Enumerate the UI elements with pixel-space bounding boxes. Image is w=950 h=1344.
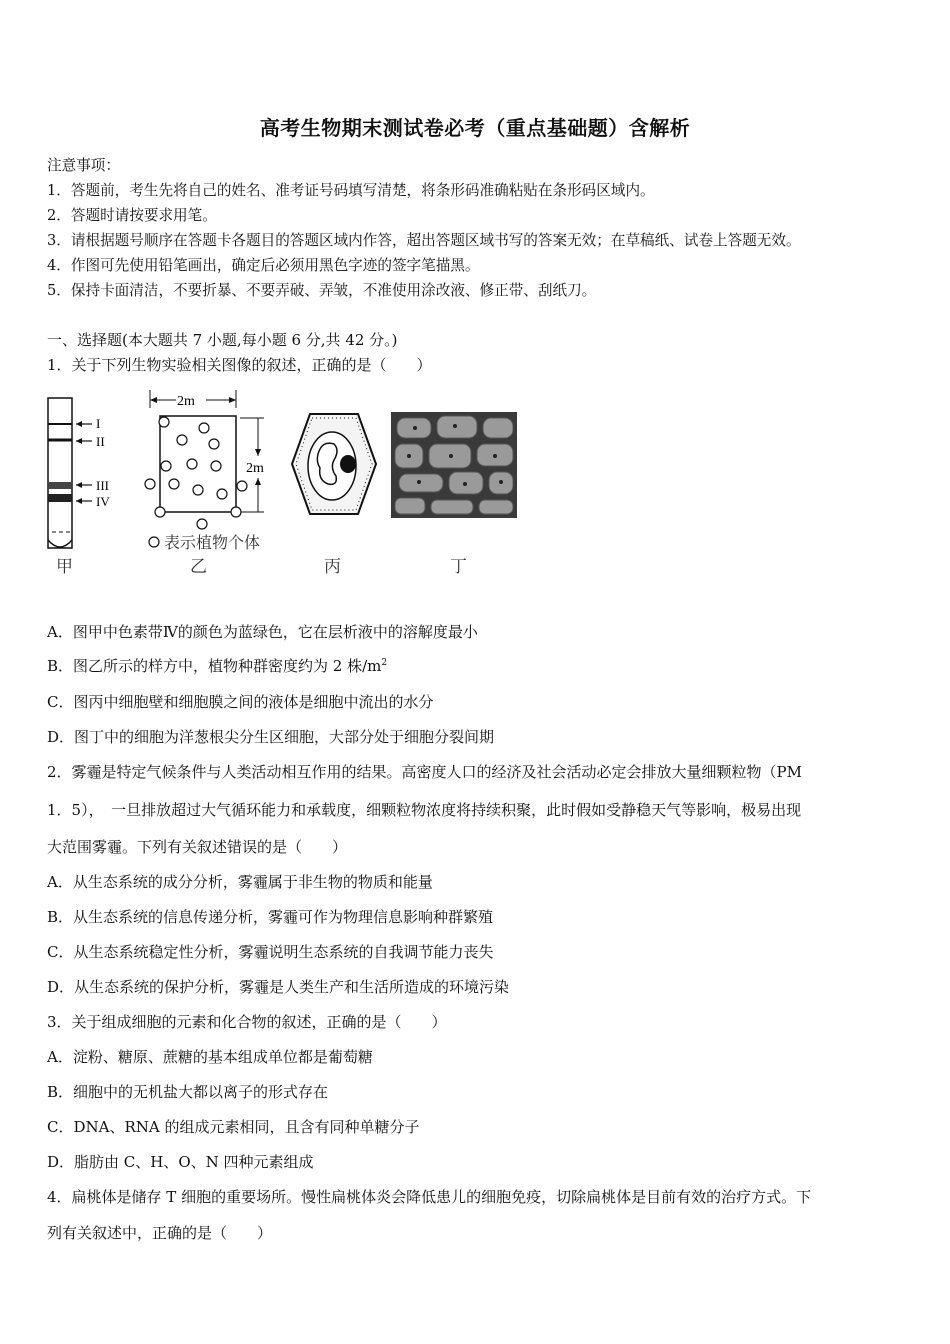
question-1-stem: 1．关于下列生物实验相关图像的叙述，正确的是（ ） [47,356,432,374]
figure-caption: 乙 [190,557,207,577]
notice-item: 2．答题时请按要求用笔。 [47,207,217,224]
question-2-stem: 大范围雾霾。下列有关叙述错误的是（ ） [47,838,348,856]
q2-option-c: C．从生态系统稳定性分析，雾霾说明生态系统的自我调节能力丧失 [47,943,494,961]
q1-option-a: A．图甲中色素带Ⅳ的颜色为蓝绿色，它在层析液中的溶解度最小 [47,623,478,641]
q2-option-b: B．从生态系统的信息传递分析，雾霾可作为物理信息影响种群繁殖 [47,908,494,926]
q1-option-b [47,655,387,676]
q1-option-b-sup: 2 [381,658,388,668]
chromatography-strip-figure [44,394,134,554]
q1-option-c: C．图丙中细胞壁和细胞膜之间的液体是细胞中流出的水分 [47,693,434,711]
notice-heading: 注意事项： [47,157,120,174]
quadrat-legend: 表示植物个体 [164,533,261,552]
q3-option-c: C．DNA、RNA 的组成元素相同，且含有同种单糖分子 [47,1118,420,1136]
band-label: III [96,478,109,493]
notice-item: 1．答题前，考生先将自己的姓名、准考证号码填写清楚，将条形码准确粘贴在条形码区域内。 [47,182,655,199]
question-2-stem: 2．雾霾是特定气候条件与人类活动相互作用的结果。高密度人口的经济及社会活动必定会排放大量细颗粒物（PM [47,763,803,781]
notice-item: 3．请根据题号顺序在答题卡各题目的答题区域内作答，超出答题区域书写的答案无效；在草稿纸、试卷上答题无效。 [47,232,801,249]
section-heading: 一、选择题(本大题共 7 小题,每小题 6 分,共 42 分。) [47,331,398,349]
figure-caption: 丙 [324,557,341,577]
band-label: IV [96,494,110,509]
band-label: I [96,416,101,431]
q2-option-d: D．从生态系统的保护分析，雾霾是人类生产和生活所造成的环境污染 [47,978,510,996]
q1-option-d: D．图丁中的细胞为洋葱根尖分生区细胞，大部分处于细胞分裂间期 [47,728,495,746]
q3-option-b: B．细胞中的无机盐大都以离子的形式存在 [47,1083,329,1101]
question-2-stem: 1．5）， 一旦排放超过大气循环能力和承载度，细颗粒物浓度将持续积聚，此时假如受静稳天气等影响，极易出现 [47,801,802,819]
question-3-stem: 3．关于组成细胞的元素和化合物的叙述，正确的是（ ） [47,1013,447,1031]
page-title: 高考生物期末测试卷必考（重点基础题）含解析 [259,116,691,140]
q3-option-d: D．脂肪由 C、H、O、N 四种元素组成 [47,1153,314,1171]
experiment-figures [44,386,524,576]
q1-option-b-text: B．图乙所示的样方中，植物种群密度约为 2 株/m [47,657,382,675]
q3-option-a: A．淀粉、糖原、蔗糖的基本组成单位都是葡萄糖 [47,1048,373,1066]
figure-caption: 甲 [56,557,73,577]
question-4-stem: 4．扁桃体是储存 T 细胞的重要场所。慢性扁桃体炎会降低患儿的细胞免疫，切除扁桃体是目前有效的治疗方式。下 [47,1188,812,1206]
q2-option-a: A．从生态系统的成分分析，雾霾属于非生物的物质和能量 [47,873,433,891]
band-label: II [96,434,105,449]
quadrat-height-label: 2m [246,461,264,476]
notice-item: 5．保持卡面清洁，不要折暴、不要弄破、弄皱，不准使用涂改液、修正带、刮纸刀。 [47,282,597,299]
plasmolysis-cell-figure [288,410,380,520]
question-4-stem: 列有关叙述中，正确的是（ ） [47,1224,273,1242]
quadrat-width-label: 2m [177,394,195,409]
notice-item: 4．作图可先使用铅笔画出，确定后必须用黑色字迹的签字笔描黑。 [47,257,480,274]
onion-cell-micrograph [391,412,517,518]
figure-caption: 丁 [450,557,467,577]
